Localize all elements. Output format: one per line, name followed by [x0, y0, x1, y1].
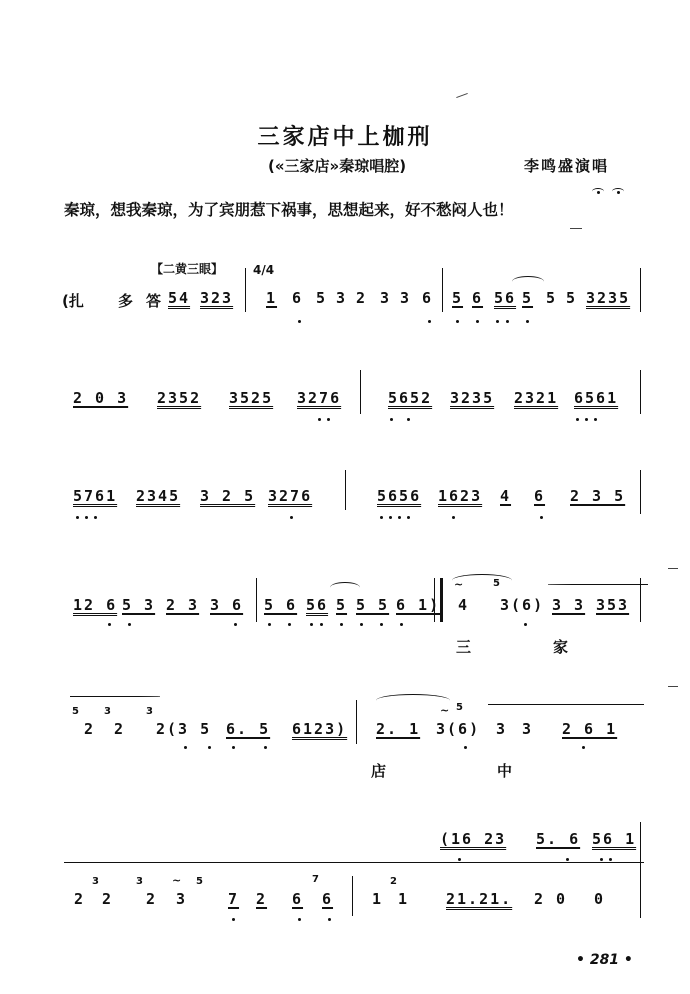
grace-note: 3 [104, 706, 111, 717]
note-group: 2345 [136, 487, 181, 505]
low-octave-dot [128, 623, 131, 626]
trill-mark: ~ [440, 704, 450, 717]
low-octave-dot [85, 516, 88, 519]
low-octave-dot [288, 623, 291, 626]
fermata-dot [617, 191, 620, 194]
note-group: 3 2 5 [200, 487, 256, 505]
low-octave-dot [232, 918, 235, 921]
note-group: 5761 [73, 487, 118, 505]
note-group: 3235 [450, 389, 495, 407]
note: 6 [422, 289, 434, 307]
note-group: 3525 [229, 389, 274, 407]
low-octave-dot [310, 623, 313, 626]
low-octave-dot [389, 516, 392, 519]
time-signature: 4/4 [253, 263, 275, 277]
note: 2 [256, 890, 268, 908]
low-octave-dot [398, 516, 401, 519]
note-group: 6123) [292, 720, 348, 738]
note: 2 [146, 890, 158, 908]
low-octave-dot [496, 320, 499, 323]
low-octave-dot [318, 418, 321, 421]
note: 5 [316, 289, 328, 307]
low-octave-dot [594, 418, 597, 421]
note-group: 5. 6 [536, 830, 581, 848]
bar-line [442, 268, 443, 312]
low-octave-dot [327, 418, 330, 421]
low-octave-dot [380, 516, 383, 519]
note-group: (16 23 [440, 830, 507, 848]
trill-mark: ~ [172, 874, 182, 887]
phrase-line [64, 862, 644, 863]
note: 5 [566, 289, 578, 307]
bar-line [434, 578, 435, 622]
low-octave-dot [582, 746, 585, 749]
note-group: 2 0 [534, 890, 568, 908]
low-octave-dot [585, 418, 588, 421]
scan-mark [668, 568, 678, 569]
score-subtitle: («三家店»秦琼唱腔) [268, 157, 407, 175]
grace-note: 5 [456, 702, 463, 713]
low-octave-dot [506, 320, 509, 323]
low-octave-dot [524, 623, 527, 626]
note-group: 2. 1 [376, 720, 421, 738]
phrase-line [488, 704, 644, 705]
note: 7 [228, 890, 240, 908]
score-title: 三家店中上枷刑 [257, 124, 433, 150]
note-group: 2 0 3 [73, 389, 129, 407]
note-group: 5 5 [356, 596, 390, 614]
low-octave-dot [320, 623, 323, 626]
note-group: 3 6 [210, 596, 244, 614]
note-group: 6. 5 [226, 720, 271, 738]
low-octave-dot [600, 858, 603, 861]
grace-note: 3 [92, 876, 99, 887]
lyric-syllable: 中 [497, 762, 513, 780]
note: 6 [292, 289, 304, 307]
grace-note: 3 [146, 706, 153, 717]
low-octave-dot [566, 858, 569, 861]
note: 5 [452, 289, 464, 307]
low-octave-dot [452, 516, 455, 519]
note-group: 2321 [514, 389, 559, 407]
bar-line [640, 578, 641, 622]
slur [512, 276, 544, 287]
low-octave-dot [576, 418, 579, 421]
note: 5 [522, 289, 534, 307]
low-octave-dot [298, 320, 301, 323]
low-octave-dot [380, 623, 383, 626]
low-octave-dot [476, 320, 479, 323]
low-octave-dot [234, 623, 237, 626]
prefix-syllable: 答 [146, 292, 162, 310]
note: 4 [458, 596, 470, 614]
low-octave-dot [428, 320, 431, 323]
note-group: 2352 [157, 389, 202, 407]
low-octave-dot [540, 516, 543, 519]
note-group: 3276 [268, 487, 313, 505]
note: 6 [322, 890, 334, 908]
note: 5 [336, 596, 348, 614]
low-octave-dot [208, 746, 211, 749]
low-octave-dot [407, 516, 410, 519]
note-group: 2 3 [166, 596, 200, 614]
note-group: 5652 [388, 389, 433, 407]
note: 3 [400, 289, 412, 307]
note: 3 [176, 890, 188, 908]
low-octave-dot [609, 858, 612, 861]
grace-note: 7 [312, 874, 319, 885]
note-group: 5656 [377, 487, 422, 505]
note: 3 [336, 289, 348, 307]
note-group: 2 6 1 [562, 720, 618, 738]
note: 1 [398, 890, 410, 908]
performer-credit: 李鸣盛演唱 [524, 157, 610, 175]
lyric-syllable: 三 [456, 638, 472, 656]
low-octave-dot [464, 746, 467, 749]
note-group: 1623 [438, 487, 483, 505]
note: 3 [380, 289, 392, 307]
note: 5 [546, 289, 558, 307]
bar-line [640, 822, 641, 918]
note-group: 56 [306, 596, 329, 614]
trill-mark: ~ [454, 578, 464, 591]
note-group: 3(6) [436, 720, 481, 738]
bar-line [256, 578, 257, 622]
low-octave-dot [456, 320, 459, 323]
spoken-intro: 秦琼，想我秦琼，为了宾朋惹下祸事，思想起来，好不愁闷人也！ [64, 200, 514, 219]
low-octave-dot [290, 516, 293, 519]
note-group: 353 [596, 596, 630, 614]
low-octave-dot [400, 623, 403, 626]
slur [376, 694, 450, 707]
low-octave-dot [407, 418, 410, 421]
phrase-line [70, 696, 160, 697]
note-group: 2 3 5 [570, 487, 626, 505]
low-octave-dot [94, 516, 97, 519]
lyric-syllable: 家 [553, 638, 569, 656]
bar-line [356, 700, 357, 744]
low-octave-dot [184, 746, 187, 749]
low-octave-dot [458, 858, 461, 861]
low-octave-dot [264, 746, 267, 749]
bar-line [245, 268, 246, 312]
low-octave-dot [76, 516, 79, 519]
fermata-dot [597, 191, 600, 194]
note: 2 [74, 890, 86, 908]
note-group: 3276 [297, 389, 342, 407]
bar-line [360, 370, 361, 414]
double-bar-line [440, 578, 443, 622]
note-group: 3 3 [552, 596, 586, 614]
note: 3 [496, 720, 508, 738]
note-group: 12 6 [73, 596, 118, 614]
low-octave-dot [108, 623, 111, 626]
low-octave-dot [328, 918, 331, 921]
bar-line [352, 876, 353, 916]
low-octave-dot [298, 918, 301, 921]
note-group: 2(3 5 [156, 720, 212, 738]
note: 4 [500, 487, 512, 505]
note: 3 [522, 720, 534, 738]
bar-line [640, 268, 641, 312]
mode-label: 【二黄三眼】 [151, 262, 224, 276]
note: 2 [84, 720, 96, 738]
note-group: 5 6 [264, 596, 298, 614]
note-group: 56 1 [592, 830, 637, 848]
note-group: 56 [494, 289, 517, 307]
slur [330, 582, 360, 593]
grace-note: 5 [196, 876, 203, 887]
prefix-syllable: 多 [118, 292, 134, 310]
phrase-line [548, 584, 648, 585]
note: 1 [372, 890, 384, 908]
note: 1 [266, 289, 278, 307]
low-octave-dot [526, 320, 529, 323]
note: 2 [356, 289, 368, 307]
note-group: 6561 [574, 389, 619, 407]
scan-mark [570, 228, 582, 229]
note-group: 6 1) [396, 596, 441, 614]
note: 2 [102, 890, 114, 908]
bar-line [640, 370, 641, 414]
grace-note: 5 [493, 578, 500, 589]
grace-note: 2 [390, 876, 397, 887]
note: 0 [594, 890, 606, 908]
bar-line [345, 470, 346, 510]
prefix-syllable: (扎 [62, 292, 84, 310]
note-group: 21.21. [446, 890, 513, 908]
grace-note: 3 [136, 876, 143, 887]
note: 6 [292, 890, 304, 908]
note: 6 [472, 289, 484, 307]
grace-note: 5 [72, 706, 79, 717]
note: 6 [534, 487, 546, 505]
note: 2 [114, 720, 126, 738]
note-group: 54 [168, 289, 191, 307]
low-octave-dot [360, 623, 363, 626]
page-number: • 281 • [576, 952, 633, 968]
scan-mark [668, 686, 678, 687]
lyric-syllable: 店 [371, 762, 387, 780]
note-group: 5 3 [122, 596, 156, 614]
low-octave-dot [390, 418, 393, 421]
note-group: 323 [200, 289, 234, 307]
low-octave-dot [232, 746, 235, 749]
note-group: 3235 [586, 289, 631, 307]
scan-mark [456, 93, 468, 98]
low-octave-dot [340, 623, 343, 626]
low-octave-dot [268, 623, 271, 626]
note-group: 3(6) [500, 596, 545, 614]
bar-line [640, 470, 641, 514]
